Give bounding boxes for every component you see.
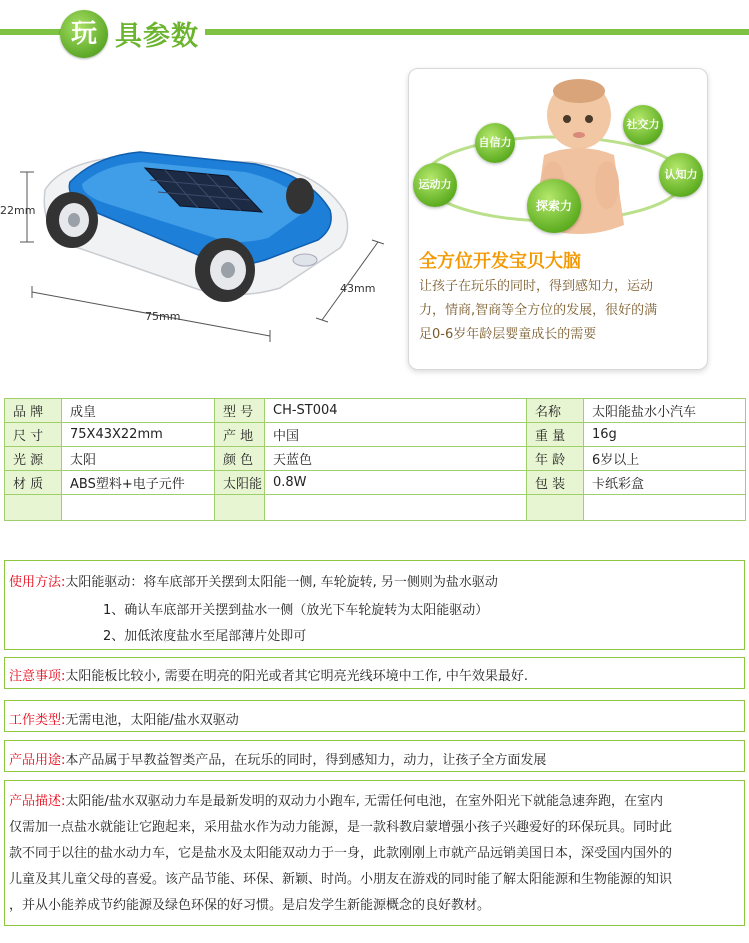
usage-line xyxy=(9,571,498,590)
purpose-box xyxy=(4,740,745,772)
description-body xyxy=(9,789,744,919)
spec-key: 太阳能 xyxy=(215,471,265,495)
notice-label: 注意事项: xyxy=(9,669,66,684)
bubble-social: 社交力 xyxy=(623,105,663,145)
notice-box xyxy=(4,657,745,689)
promo-card xyxy=(408,68,708,370)
promo-text xyxy=(419,275,701,347)
promo-title: 全方位开发宝贝大脑 xyxy=(419,251,581,272)
description-line: 款不同于以往的盐水动力车，它是盐水及太阳能双动力于一身，此款刚刚上市就产品远销美国日本，深受国内国外的 xyxy=(9,846,673,861)
dimension-width: 43mm xyxy=(340,282,376,295)
spec-key: 年 龄 xyxy=(527,447,584,471)
header-line-right xyxy=(205,29,749,35)
section-title: 具参数 xyxy=(115,21,199,52)
spec-value: 太阳能盐水小汽车 xyxy=(584,399,746,423)
promo-line: 足0-6岁年龄层婴童成长的需要 xyxy=(419,327,597,342)
spec-key: 颜 色 xyxy=(215,447,265,471)
worktype-box xyxy=(4,700,745,732)
bubble-motor: 运动力 xyxy=(413,163,457,207)
description-line: 仅需加一点盐水就能让它跑起来，采用盐水作为动力能源，是一款科教启蒙增强小孩子兴趣爱好的环保玩具。同时此 xyxy=(9,820,673,835)
spec-table xyxy=(4,398,746,521)
notice-text: 太阳能板比较小, 需要在明亮的阳光或者其它明亮光线环境中工作, 中午效果最好. xyxy=(65,669,529,684)
spec-key: 材 质 xyxy=(5,471,62,495)
spec-value: 16g xyxy=(584,423,746,447)
spec-cell xyxy=(5,495,62,521)
spec-cell xyxy=(215,495,265,521)
spec-key: 型 号 xyxy=(215,399,265,423)
description-line: ，并从小能养成节约能源及绿色环保的好习惯。是启发学生新能源概念的良好教材。 xyxy=(9,898,491,913)
usage-box xyxy=(4,560,745,650)
usage-step-1: 1、确认车底部开关摆到盐水一侧（放光下车轮旋转为太阳能驱动） xyxy=(103,603,489,618)
car-illustration xyxy=(0,120,400,350)
spec-value: CH-ST004 xyxy=(265,399,527,423)
table-row-empty xyxy=(5,495,746,521)
header-circle-badge: 玩 xyxy=(60,10,108,58)
bubble-exploration: 探索力 xyxy=(527,179,581,233)
spec-key: 光 源 xyxy=(5,447,62,471)
bubble-cognition: 认知力 xyxy=(659,153,703,197)
spec-key: 尺 寸 xyxy=(5,423,62,447)
description-line xyxy=(9,789,744,815)
usage-text: 太阳能驱动：将车底部开关摆到太阳能一侧, 车轮旋转, 另一侧则为盐水驱动 xyxy=(65,575,498,590)
spec-key: 名称 xyxy=(527,399,584,423)
spec-value: 6岁以上 xyxy=(584,447,746,471)
description-box xyxy=(4,780,745,926)
notice-line xyxy=(9,665,528,684)
table-row xyxy=(5,471,746,495)
table-row xyxy=(5,399,746,423)
table-row xyxy=(5,423,746,447)
purpose-text: 本产品属于早教益智类产品，在玩乐的同时，得到感知力，动力，让孩子全方面发展 xyxy=(65,753,547,768)
spec-key: 品 牌 xyxy=(5,399,62,423)
promo-line: 让孩子在玩乐的同时，得到感知力，运动 xyxy=(419,279,654,294)
usage-step-2: 2、加低浓度盐水至尾部薄片处即可 xyxy=(103,629,307,644)
purpose-line xyxy=(9,749,546,768)
description-line: 儿童及其儿童父母的喜爱。该产品节能、环保、新颖、时尚。小朋友在游戏的同时能了解太阳能源和生物能源的知识 xyxy=(9,872,673,887)
spec-value: 卡纸彩盒 xyxy=(584,471,746,495)
description-label: 产品描述: xyxy=(9,794,66,809)
spec-value: 75X43X22mm xyxy=(62,423,215,447)
spec-cell xyxy=(584,495,746,521)
bubble-confidence: 自信力 xyxy=(475,123,515,163)
spec-value: ABS塑料+电子元件 xyxy=(62,471,215,495)
spec-value: 0.8W xyxy=(265,471,527,495)
header-line-left xyxy=(0,29,62,35)
promo-line: 力，情商,智商等全方位的发展，很好的满 xyxy=(419,303,658,318)
spec-cell xyxy=(527,495,584,521)
worktype-text: 无需电池，太阳能/盐水双驱动 xyxy=(65,713,239,728)
spec-value: 天蓝色 xyxy=(265,447,527,471)
worktype-label: 工作类型: xyxy=(9,713,66,728)
purpose-label: 产品用途: xyxy=(9,753,66,768)
spec-value: 太阳 xyxy=(62,447,215,471)
spec-cell xyxy=(265,495,527,521)
spec-value: 中国 xyxy=(265,423,527,447)
spec-cell xyxy=(62,495,215,521)
spec-value: 成皇 xyxy=(62,399,215,423)
spec-key: 包 装 xyxy=(527,471,584,495)
description-text: 太阳能/盐水双驱动力车是最新发明的双动力小跑车, 无需任何电池，在室外阳光下就能急速奔跑，在室内 xyxy=(65,794,664,809)
spec-key: 产 地 xyxy=(215,423,265,447)
spec-key: 重 量 xyxy=(527,423,584,447)
worktype-line xyxy=(9,709,239,728)
table-row xyxy=(5,447,746,471)
dimension-height: 22mm xyxy=(0,204,36,217)
dimension-length: 75mm xyxy=(145,310,181,323)
usage-label: 使用方法: xyxy=(9,575,66,590)
